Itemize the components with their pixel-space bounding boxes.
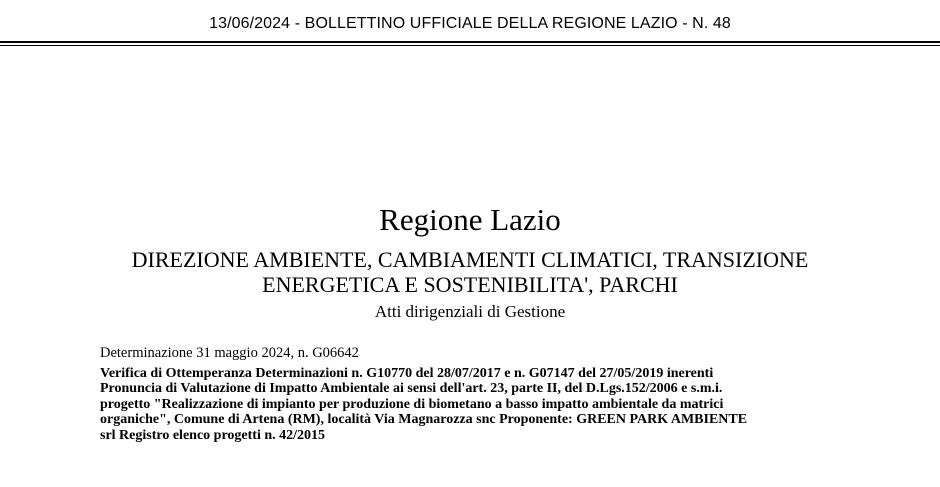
direction-line-1: DIREZIONE AMBIENTE, CAMBIAMENTI CLIMATICI, TRANSIZIONE bbox=[131, 247, 809, 272]
section-heading: Atti dirigenziali di Gestione bbox=[374, 302, 566, 321]
subject-line-3: progetto "Realizzazione di impianto per produzione di biometano a basso impatto ambientale da matrici bbox=[100, 396, 724, 412]
subject-line-1: Verifica di Ottemperanza Determinazioni n. G10770 del 28/07/2017 e n. G07147 del 27/05/2019 inerenti bbox=[100, 366, 714, 381]
subject-line-5: srl Registro elenco progetti n. 42/2015 bbox=[100, 427, 326, 443]
header-rule-thin bbox=[0, 45, 940, 46]
determination-subject bbox=[100, 366, 842, 443]
determination-reference: Determinazione 31 maggio 2024, n. G06642 bbox=[100, 345, 359, 361]
bulletin-header: 13/06/2024 - BOLLETTINO UFFICIALE DELLA REGIONE LAZIO - N. 48 bbox=[209, 15, 731, 32]
subject-line-4: organiche", Comune di Artena (RM), località Via Magnarozza snc Proponente: GREEN PARK AMBIENTE bbox=[100, 412, 748, 428]
header-rule bbox=[0, 41, 940, 43]
direction-line-2: ENERGETICA E SOSTENIBILITA', PARCHI bbox=[262, 272, 678, 297]
region-title: Regione Lazio bbox=[379, 202, 561, 237]
subject-line-2: Pronuncia di Valutazione di Impatto Ambientale ai sensi dell'art. 23, parte II, del D.Lgs.152/2006 e s.m.i. bbox=[100, 381, 723, 397]
direction-heading bbox=[60, 247, 880, 297]
